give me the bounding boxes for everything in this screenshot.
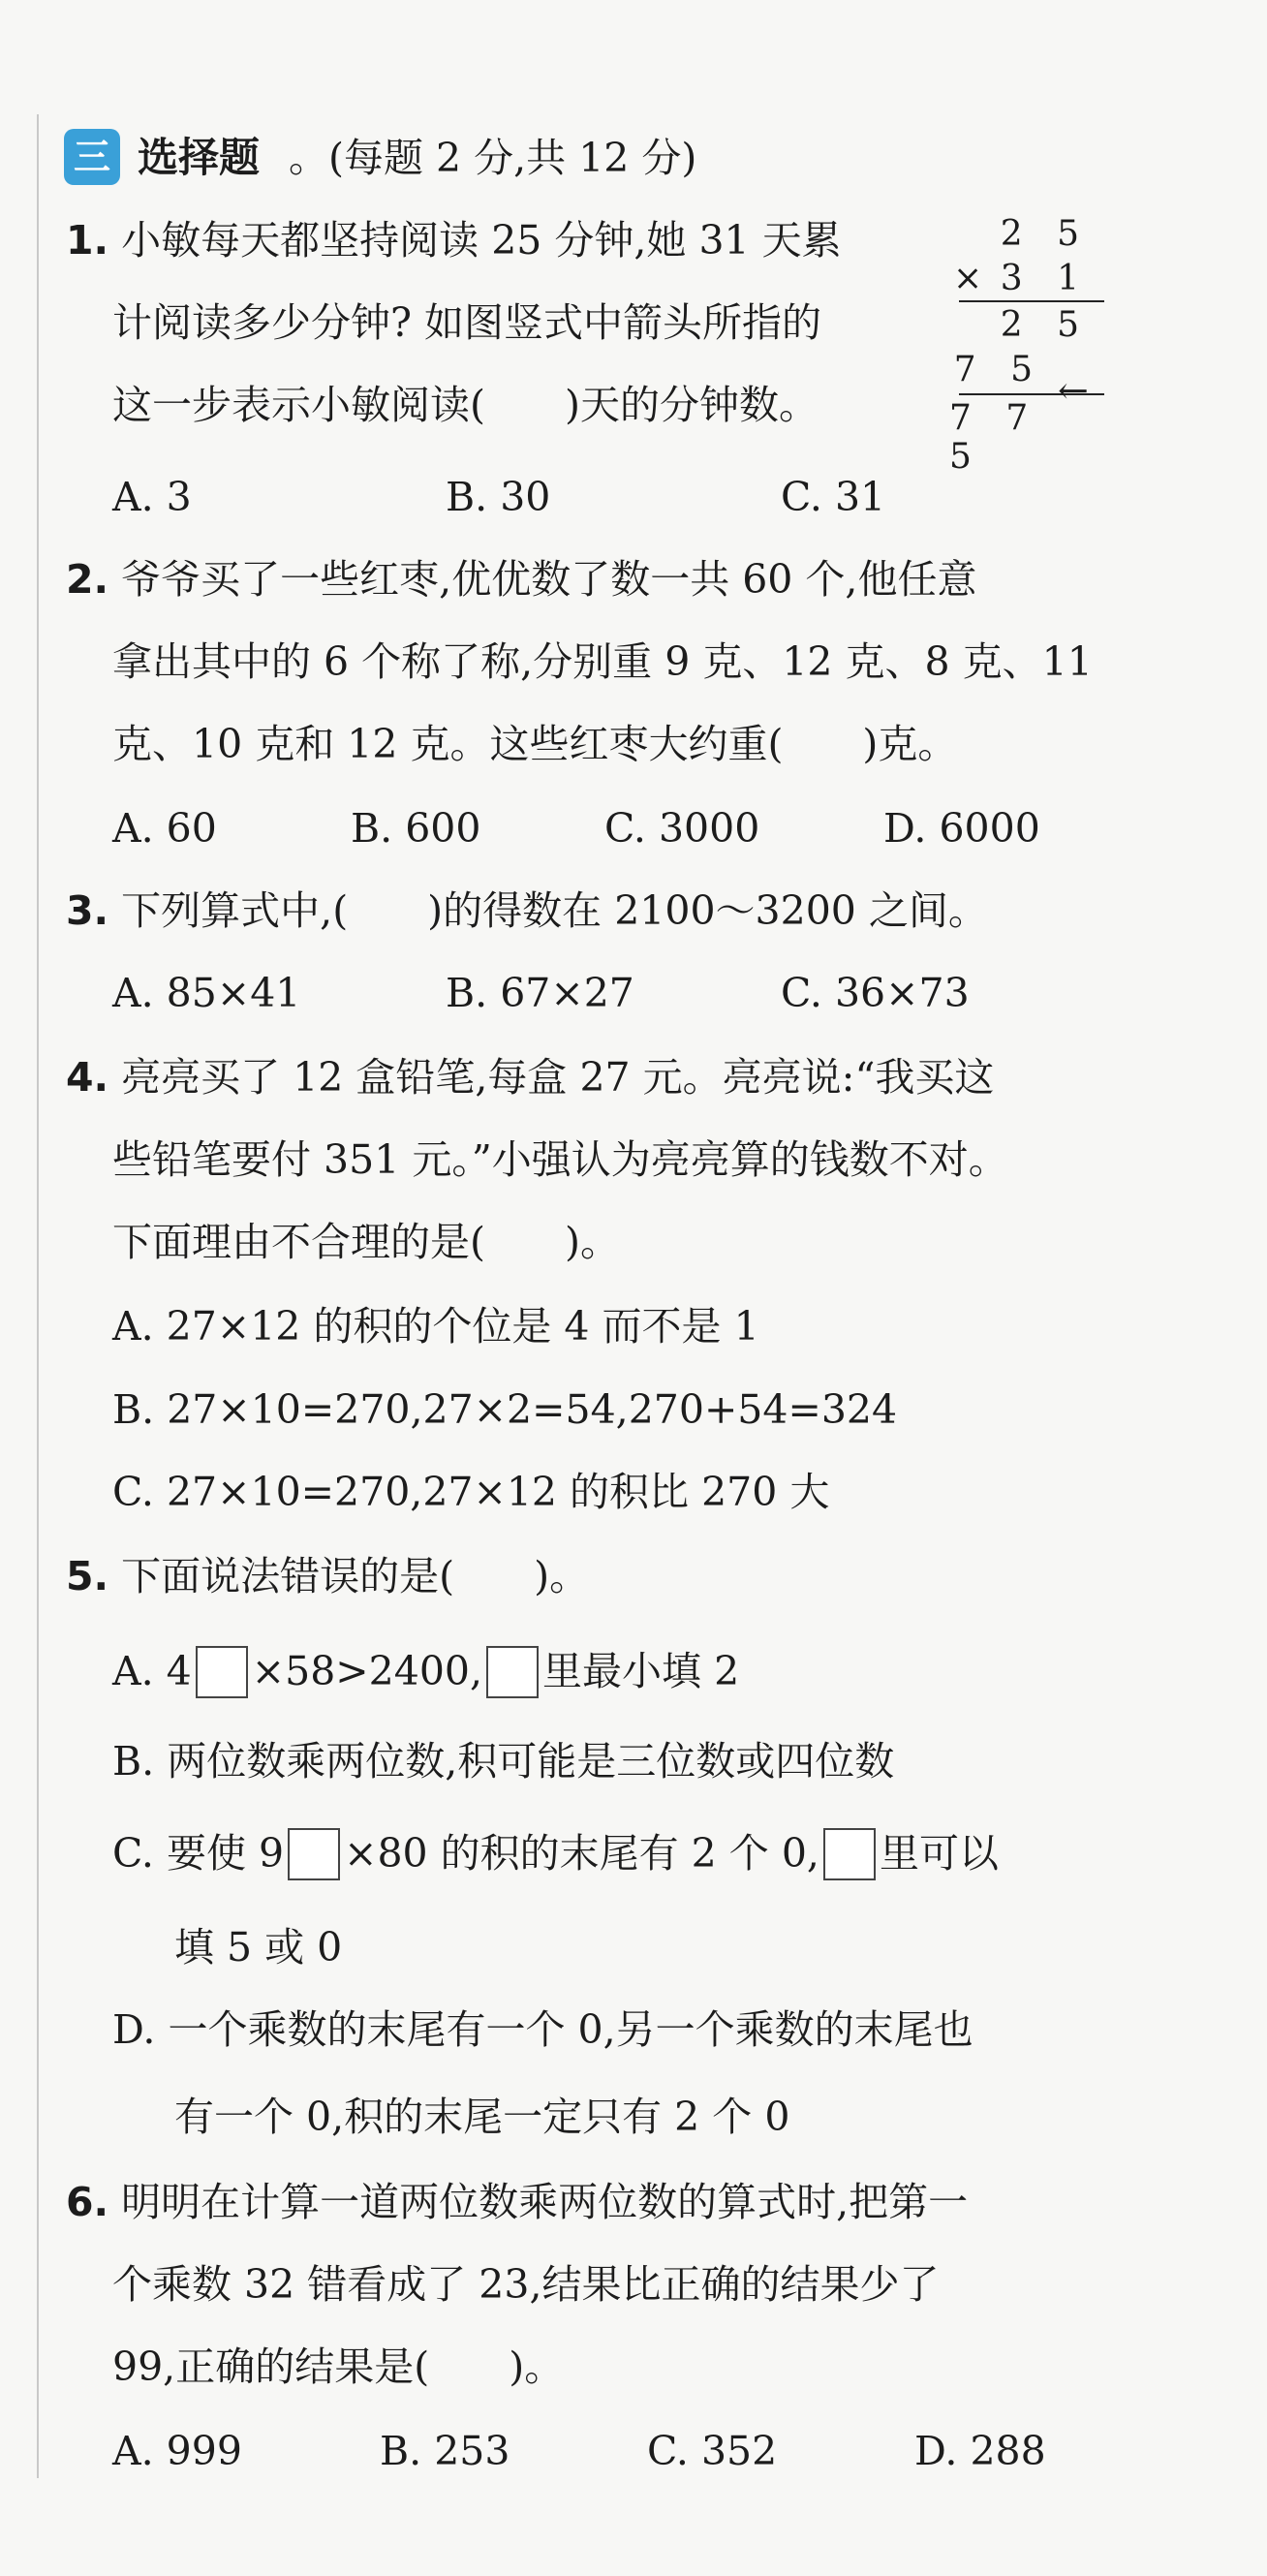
multiply-sign: × [953, 259, 983, 298]
question-5-option-c[interactable] [112, 1819, 999, 1887]
arrow-left-icon: ← [1058, 369, 1089, 412]
question-2-option-d[interactable]: D. 6000 [883, 805, 1040, 852]
question-1-option-a[interactable]: A. 3 [112, 474, 192, 520]
blank-box[interactable] [288, 1828, 340, 1880]
vertical-row-4: 7 5 [953, 350, 1044, 389]
blank-box[interactable] [486, 1646, 539, 1698]
vertical-multiplication [949, 214, 1104, 477]
blank-box[interactable] [823, 1828, 876, 1880]
question-1-line-2: 计阅读多少分钟? 如图竖式中箭头所指的 [112, 299, 822, 346]
question-6-line-3: 99,正确的结果是( )。 [112, 2343, 565, 2390]
option-c-text-2: ×80 的积的末尾有 2 个 0, [344, 1830, 819, 1877]
question-3-line-1 [66, 877, 988, 945]
option-c-text-1: C. 要使 9 [112, 1830, 285, 1877]
vertical-row-2: 3 1 [1000, 259, 1091, 298]
question-4-line-2: 些铅笔要付 351 元。”小强认为亮亮算的钱数不对。 [112, 1136, 1008, 1183]
question-3-option-a[interactable]: A. 85×41 [112, 970, 301, 1016]
question-3-option-b[interactable]: B. 67×27 [446, 970, 634, 1016]
vertical-result: 7 7 5 [949, 398, 1040, 477]
question-6-option-b[interactable]: B. 253 [380, 2428, 510, 2474]
blank-box[interactable] [196, 1646, 248, 1698]
question-2-option-b[interactable]: B. 600 [351, 805, 481, 852]
section-title: 选择题 [138, 134, 261, 181]
question-text: 明明在计算一道两位数乘两位数的算式时,把第一 [121, 2179, 969, 2225]
question-5-line-1 [66, 1542, 589, 1610]
question-text: 下面说法错误的是( )。 [121, 1553, 590, 1599]
question-6-option-a[interactable]: A. 999 [112, 2428, 242, 2474]
question-text: 爷爷买了一些红枣,优优数了数一共 60 个,他任意 [121, 556, 977, 603]
question-4-option-b[interactable]: B. 27×10=270,27×2=54,270+54=324 [112, 1386, 898, 1433]
question-5-option-d[interactable]: D. 一个乘数的末尾有一个 0,另一个乘数的末尾也 [112, 2006, 973, 2053]
question-5-option-d-continuation: 有一个 0,积的末尾一定只有 2 个 0 [174, 2094, 790, 2140]
question-text: 小敏每天都坚持阅读 25 分钟,她 31 天累 [121, 217, 842, 264]
question-2-option-c[interactable]: C. 3000 [604, 805, 760, 852]
question-2-line-3: 克、10 克和 12 克。这些红枣大约重( )克。 [112, 721, 958, 767]
question-1-option-b[interactable]: B. 30 [446, 474, 551, 520]
option-c-text-3: 里可以 [879, 1830, 999, 1877]
question-5-option-b[interactable]: B. 两位数乘两位数,积可能是三位数或四位数 [112, 1738, 895, 1785]
question-6-option-c[interactable]: C. 352 [647, 2428, 778, 2474]
question-number: 3. [66, 887, 109, 934]
question-4-line-3: 下面理由不合理的是( )。 [112, 1219, 620, 1265]
question-4-option-a[interactable]: A. 27×12 的积的个位是 4 而不是 1 [112, 1303, 759, 1350]
question-6-option-d[interactable]: D. 288 [914, 2428, 1046, 2474]
question-4-line-1 [66, 1043, 994, 1111]
question-number: 6. [66, 2179, 109, 2225]
option-a-text-1: A. 4 [112, 1648, 192, 1694]
section-badge-label: 三 [73, 136, 110, 178]
question-1-line-1 [66, 206, 842, 274]
question-5-option-a[interactable] [112, 1637, 739, 1705]
question-6-line-1 [66, 2168, 968, 2236]
question-text: 下列算式中,( )的得数在 2100～3200 之间。 [121, 887, 988, 934]
question-number: 1. [66, 217, 109, 264]
question-2-line-1 [66, 545, 976, 613]
question-2-line-2: 拿出其中的 6 个称了称,分别重 9 克、12 克、8 克、11 [112, 638, 1093, 685]
question-4-option-c[interactable]: C. 27×10=270,27×12 的积比 270 大 [112, 1469, 830, 1515]
question-number: 2. [66, 556, 109, 603]
section-note: 。(每题 2 分,共 12 分) [289, 135, 697, 181]
vertical-row-1: 2 5 [1000, 214, 1091, 254]
option-a-text-3: 里最小填 2 [542, 1648, 740, 1694]
vertical-rule-1 [959, 300, 1104, 302]
question-2-option-a[interactable]: A. 60 [112, 805, 217, 852]
section-badge [64, 129, 120, 185]
question-1-line-3: 这一步表示小敏阅读( )天的分钟数。 [112, 382, 819, 428]
vertical-row-3: 2 5 [1000, 305, 1091, 345]
question-1-option-c[interactable]: C. 31 [781, 474, 886, 520]
question-number: 4. [66, 1054, 109, 1101]
margin-line [37, 114, 39, 2478]
option-a-text-2: ×58>2400, [251, 1648, 483, 1694]
question-3-option-c[interactable]: C. 36×73 [781, 970, 970, 1016]
question-6-line-2: 个乘数 32 错看成了 23,结果比正确的结果少了 [112, 2261, 940, 2308]
question-text: 亮亮买了 12 盒铅笔,每盒 27 元。亮亮说:“我买这 [121, 1054, 995, 1101]
question-5-option-c-continuation: 填 5 或 0 [174, 1924, 343, 1971]
question-number: 5. [66, 1553, 109, 1599]
